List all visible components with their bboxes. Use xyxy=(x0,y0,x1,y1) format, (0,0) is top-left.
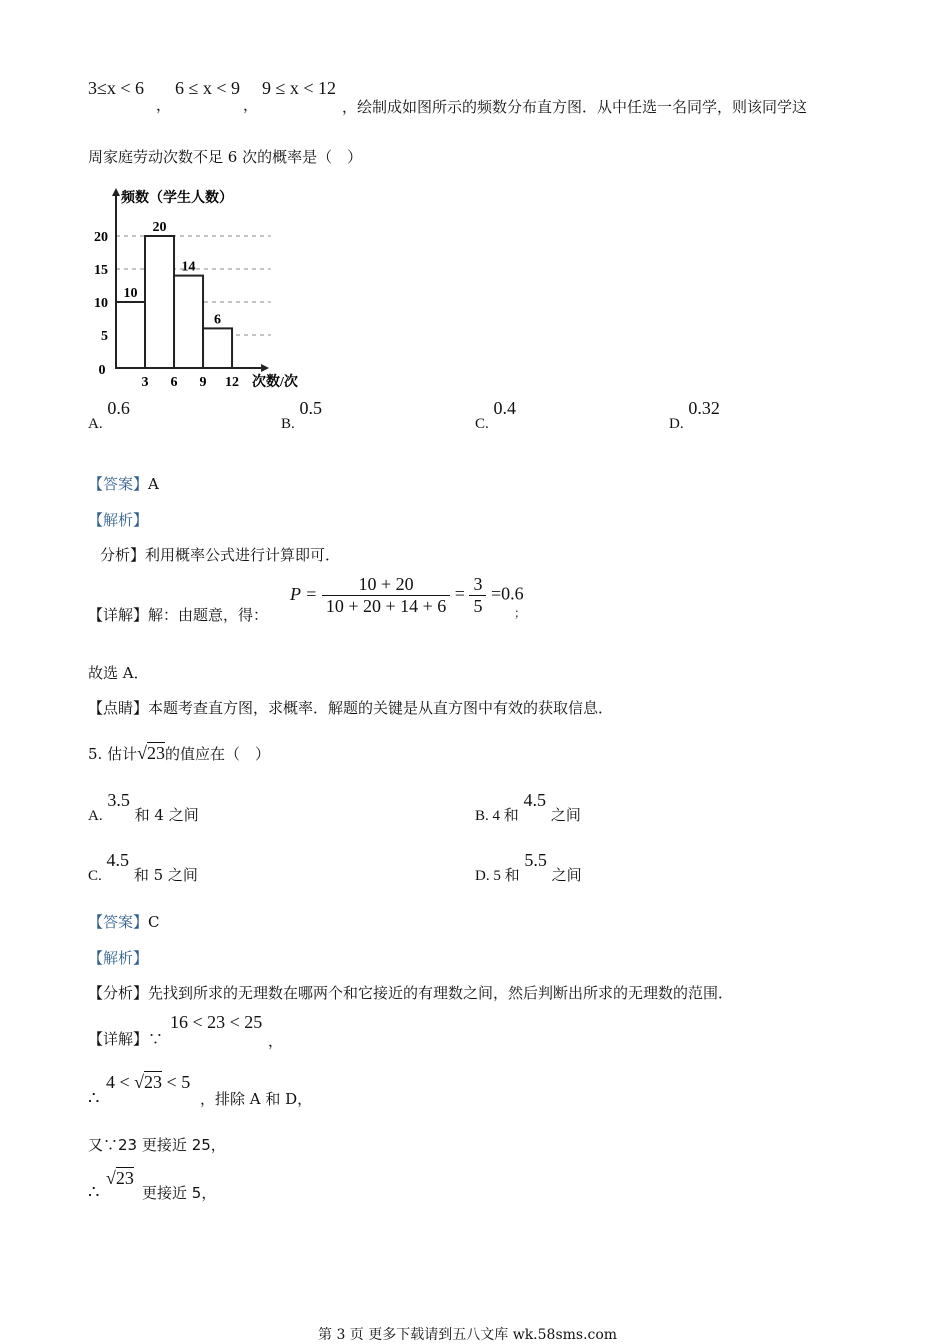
histogram-bar xyxy=(203,328,232,368)
conclusion: 故选 A． xyxy=(88,664,149,682)
option-letter: A. xyxy=(88,808,103,824)
detail-line-1 xyxy=(88,1028,163,1049)
x-tick-label: 9 xyxy=(199,375,207,390)
analysis-head: 【分析】 xyxy=(88,984,149,1002)
sqrt-23: √23 xyxy=(137,743,165,763)
option-b xyxy=(281,398,323,433)
detail-prefix: 解：由题意，得： xyxy=(148,606,269,624)
option-value: 4.5 xyxy=(523,790,547,810)
detail-tag: 【详解】 xyxy=(88,1030,149,1048)
probability-formula xyxy=(290,574,524,617)
option-value: 0.4 xyxy=(493,398,517,418)
answer-tag: 【答案】 xyxy=(88,475,149,493)
option-letter: C. xyxy=(475,416,489,432)
fraction-simplified xyxy=(469,574,486,617)
range-2: 6 ≤ x < 9 xyxy=(175,78,241,98)
answer-value: C xyxy=(148,913,160,931)
histogram-bar xyxy=(174,276,203,368)
analysis-text: 先找到所求的无理数在哪两个和它接近的有理数之间，然后判断出所求的无理数的范围． xyxy=(148,984,734,1002)
histogram-bar xyxy=(145,236,174,368)
comment-tag: 【点睛】 xyxy=(88,699,149,717)
y-tick-label: 15 xyxy=(94,263,108,278)
comment-line xyxy=(88,697,613,718)
y-axis-label: 频数（学生人数） xyxy=(121,191,233,206)
option-letter: C. xyxy=(88,868,102,884)
option-value: 4.5 xyxy=(106,850,130,870)
y-tick-label: 5 xyxy=(101,329,108,344)
range-1: 3≤x < 6 xyxy=(88,78,145,98)
fraction-main xyxy=(322,574,450,617)
y-tick-label: 10 xyxy=(94,296,108,311)
answer-line xyxy=(88,473,159,494)
stem-pre: 估计 xyxy=(107,745,138,763)
fraction-denominator: 10 + 20 + 14 + 6 xyxy=(325,596,447,616)
option-value: 3.5 xyxy=(107,790,130,810)
option-suffix: 和 5 之间 xyxy=(133,866,198,884)
answer-tag: 【答案】 xyxy=(88,913,149,931)
because-symbol: ∵ xyxy=(148,1030,164,1048)
fraction-denominator: 5 xyxy=(473,596,483,616)
bar-data-label: 10 xyxy=(123,286,138,301)
option-letter: B. xyxy=(281,416,295,432)
histogram-bar xyxy=(116,302,145,368)
therefore-symbol: ∴ xyxy=(88,1088,100,1109)
x-tick-label: 6 xyxy=(170,375,178,390)
question-stem-line1: ，绘制成如图所示的频数分布直方图．从中任选一名同学，则该同学这 xyxy=(342,98,808,116)
question-stem-line2: 周家庭劳动次数不足 6 次的概率是（ ） xyxy=(88,148,363,166)
page-footer: 第 3 页 更多下载请到五八文库 wk.58sms.com xyxy=(318,1327,618,1343)
analysis-tag: 【解析】 xyxy=(88,511,149,529)
x-axis-arrow xyxy=(261,364,269,372)
stem-post: 的值应在（ ） xyxy=(165,745,271,763)
formula-lhs: P = xyxy=(290,583,318,604)
option-d xyxy=(669,398,720,433)
formula-result: =0.6 xyxy=(490,583,524,604)
therefore-symbol: ∴ xyxy=(88,1182,100,1203)
option-suffix: 之间 xyxy=(551,866,582,884)
y-axis-arrow xyxy=(112,188,120,196)
option-a xyxy=(88,790,199,825)
detail-line-3: 又∵23 更接近 25， xyxy=(88,1136,226,1154)
inequality-1: 16 < 23 < 25 xyxy=(170,1012,263,1032)
fraction-numerator: 10 + 20 xyxy=(322,574,450,596)
option-value: 0.5 xyxy=(299,398,323,418)
option-value: 0.6 xyxy=(107,398,130,418)
answer-value: A xyxy=(148,475,159,493)
option-letter: D. 5 和 xyxy=(475,868,520,884)
option-letter: B. 4 和 xyxy=(475,808,519,824)
comment-text: 本题考查直方图，求概率．解题的关键是从直方图中有效的获取信息． xyxy=(148,699,614,717)
fraction-numerator: 3 xyxy=(469,574,486,596)
inequality-2: 4 < √23 < 5 xyxy=(106,1072,191,1092)
option-c xyxy=(88,850,198,885)
option-value: 5.5 xyxy=(524,850,547,870)
formula-tail: ； xyxy=(514,606,527,620)
range-separator: ， xyxy=(156,96,172,114)
inequality-2-tail: ，排除 A 和 D， xyxy=(200,1090,313,1108)
option-value: 0.32 xyxy=(688,398,720,418)
option-c xyxy=(475,398,517,433)
bar-data-label: 6 xyxy=(214,312,222,328)
detail-tag: 【详解】 xyxy=(88,606,149,624)
option-d xyxy=(475,850,582,885)
range-separator: ， xyxy=(243,96,259,114)
option-suffix: 和 4 之间 xyxy=(134,806,199,824)
analysis-line xyxy=(88,982,733,1003)
detail-tag-line xyxy=(88,604,268,625)
equals-sign: = xyxy=(454,583,465,604)
bar-data-label: 20 xyxy=(152,220,167,235)
range-3: 9 ≤ x < 12 xyxy=(262,78,337,98)
option-letter: D. xyxy=(669,416,684,432)
question-5-stem xyxy=(88,743,270,764)
option-b xyxy=(475,790,581,825)
option-letter: A. xyxy=(88,416,103,432)
analysis-text: 分析】利用概率公式进行计算即可． xyxy=(100,546,341,564)
x-tick-label: 0 xyxy=(98,363,106,378)
x-tick-label: 12 xyxy=(225,375,240,390)
option-a xyxy=(88,398,130,433)
x-tick-label: 3 xyxy=(141,375,149,390)
y-tick-label: 20 xyxy=(94,230,108,245)
bar-data-label: 14 xyxy=(181,259,196,275)
analysis-tag: 【解析】 xyxy=(88,949,149,967)
sqrt-23: √23 xyxy=(106,1168,134,1188)
x-axis-label: 次数/次 xyxy=(252,375,298,390)
question-number: 5. xyxy=(88,745,103,763)
option-suffix: 之间 xyxy=(550,806,581,824)
inequality-1-tail: ， xyxy=(268,1032,284,1050)
frequency-histogram xyxy=(88,186,318,391)
answer-line xyxy=(88,911,160,932)
detail-line-4: 更接近 5， xyxy=(142,1184,217,1202)
